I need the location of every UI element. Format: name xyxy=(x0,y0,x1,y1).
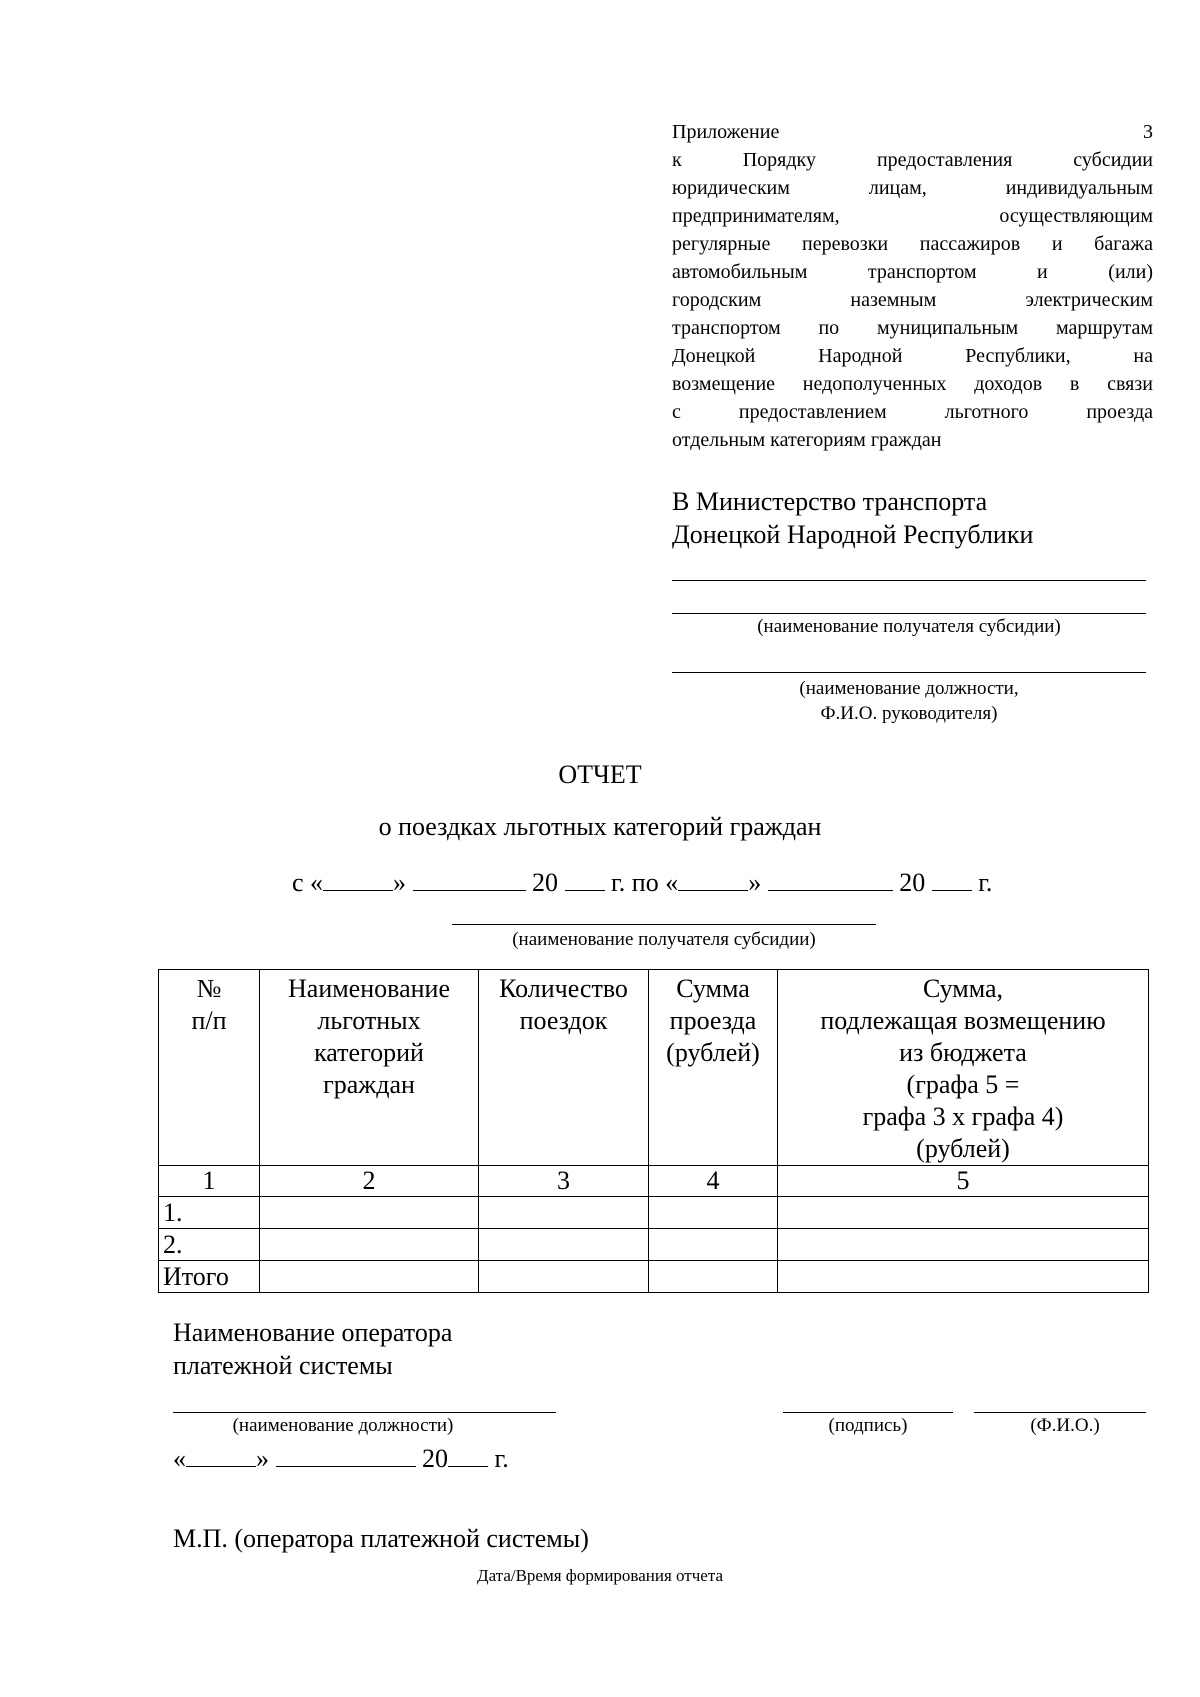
period-to-label: г. по « xyxy=(611,868,679,897)
annex-line: к Порядку предоставления субсидии xyxy=(672,149,1153,171)
quote-close: » xyxy=(748,868,762,897)
annex-line: юридическим лицам, индивидуальным xyxy=(672,177,1153,199)
annex-line: регулярные перевозки пассажиров и багажа xyxy=(672,233,1153,255)
date-close-quote: » xyxy=(256,1444,269,1473)
to-month-blank[interactable] xyxy=(768,866,893,891)
header-line: (рублей) xyxy=(666,1038,760,1067)
annex-line: автомобильным транспортом и (или) xyxy=(672,261,1153,283)
to-year-blank[interactable] xyxy=(932,866,972,891)
operator-position-caption: (наименование должности) xyxy=(232,1415,454,1436)
position-blank-line[interactable] xyxy=(672,672,1146,673)
quote-close: » xyxy=(393,868,407,897)
cell-category[interactable] xyxy=(260,1197,479,1229)
cell-trips[interactable] xyxy=(479,1229,649,1261)
total-row xyxy=(159,1261,1149,1293)
annex-line: городским наземным электрическим xyxy=(672,289,1153,311)
year-label: 20 xyxy=(532,868,559,897)
cell-reimbursement[interactable] xyxy=(778,1229,1149,1261)
header-line: № xyxy=(196,974,222,1003)
sign-date xyxy=(173,1442,509,1474)
header-line: проезда xyxy=(669,1006,757,1035)
annex-line: транспортом по муниципальным маршрутам xyxy=(672,317,1153,339)
cell-fare[interactable] xyxy=(649,1261,778,1293)
recipient-blank-line-1[interactable] xyxy=(672,580,1146,581)
row-label: 2. xyxy=(159,1229,260,1261)
cell-trips[interactable] xyxy=(479,1261,649,1293)
year-label: 20 xyxy=(899,868,926,897)
header-line: подлежащая возмещению xyxy=(820,1006,1106,1035)
addressee-line-2: Донецкой Народной Республики xyxy=(672,520,1034,549)
header-line: Сумма xyxy=(676,974,750,1003)
year-suffix: г. xyxy=(978,868,993,897)
stamp-label: М.П. (оператора платежной системы) xyxy=(173,1524,589,1553)
header-line: из бюджета xyxy=(899,1038,1027,1067)
cell-reimbursement[interactable] xyxy=(778,1197,1149,1229)
annex-line: Приложение 3 xyxy=(672,121,1153,143)
row-label-total: Итого xyxy=(159,1261,260,1293)
annex-header xyxy=(672,118,1153,454)
date-open-quote: « xyxy=(173,1444,186,1473)
sign-day-blank[interactable] xyxy=(186,1442,256,1467)
header-line: граждан xyxy=(323,1070,415,1099)
sign-year-label: 20 xyxy=(422,1444,448,1473)
report-recipient-caption: (наименование получателя субсидии) xyxy=(512,929,816,950)
annex-line: возмещение недополученных доходов в связи xyxy=(672,373,1153,395)
header-cell-number xyxy=(159,970,260,1166)
sign-year-blank[interactable] xyxy=(448,1442,488,1467)
table-header-row xyxy=(159,970,1149,1166)
header-line: льготных xyxy=(317,1006,421,1035)
column-number: 1 xyxy=(159,1166,260,1197)
to-day-blank[interactable] xyxy=(678,866,748,891)
column-number-row xyxy=(159,1166,1149,1197)
position-caption-2: Ф.И.О. руководителя) xyxy=(820,703,998,724)
column-number: 4 xyxy=(649,1166,778,1197)
header-line: категорий xyxy=(314,1038,424,1067)
operator-label-2: платежной системы xyxy=(173,1351,393,1380)
name-caption: (Ф.И.О.) xyxy=(1030,1415,1100,1436)
from-month-blank[interactable] xyxy=(413,866,526,891)
report-period xyxy=(292,866,992,898)
from-day-blank[interactable] xyxy=(323,866,393,891)
cell-reimbursement[interactable] xyxy=(778,1261,1149,1293)
header-line: графа 3 х графа 4) xyxy=(862,1102,1064,1131)
header-line: п/п xyxy=(191,1006,227,1035)
cell-category[interactable] xyxy=(260,1229,479,1261)
report-table xyxy=(158,969,1149,1293)
cell-category[interactable] xyxy=(260,1261,479,1293)
header-cell-fare xyxy=(649,970,778,1166)
header-line: (рублей) xyxy=(916,1134,1010,1163)
header-cell-category xyxy=(260,970,479,1166)
table-row xyxy=(159,1197,1149,1229)
column-number: 3 xyxy=(479,1166,649,1197)
sign-month-blank[interactable] xyxy=(276,1442,416,1467)
recipient-caption: (наименование получателя субсидии) xyxy=(757,616,1061,637)
operator-label-1: Наименование оператора xyxy=(173,1318,453,1347)
period-from-label: с « xyxy=(292,868,324,897)
column-number: 2 xyxy=(260,1166,479,1197)
header-cell-reimbursement xyxy=(778,970,1149,1166)
report-title: ОТЧЕТ xyxy=(558,760,642,789)
header-cell-trips xyxy=(479,970,649,1166)
signature-caption: (подпись) xyxy=(828,1415,908,1436)
position-caption-1: (наименование должности, xyxy=(799,678,1019,699)
header-line: (графа 5 = xyxy=(906,1070,1020,1099)
header-line: Сумма, xyxy=(922,974,1004,1003)
addressee-line-1: В Министерство транспорта xyxy=(672,487,988,516)
table-row xyxy=(159,1229,1149,1261)
from-year-blank[interactable] xyxy=(565,866,605,891)
header-line: поездок xyxy=(519,1006,608,1035)
cell-fare[interactable] xyxy=(649,1197,778,1229)
addressee xyxy=(672,485,1172,551)
header-line: Количество xyxy=(499,974,628,1003)
annex-line: с предоставлением льготного проезда xyxy=(672,401,1153,423)
sign-year-suffix: г. xyxy=(494,1444,509,1473)
column-number: 5 xyxy=(778,1166,1149,1197)
cell-fare[interactable] xyxy=(649,1229,778,1261)
header-line: Наименование xyxy=(288,974,450,1003)
report-subtitle: о поездках льготных категорий граждан xyxy=(378,812,822,841)
generated-at-label: Дата/Время формирования отчета xyxy=(476,1566,724,1585)
annex-line: отдельным категориям граждан xyxy=(672,429,942,451)
annex-line: предпринимателям, осуществляющим xyxy=(672,205,1153,227)
cell-trips[interactable] xyxy=(479,1197,649,1229)
report-recipient-blank[interactable] xyxy=(452,924,876,925)
annex-line: Донецкой Народной Республики, на xyxy=(672,345,1153,367)
row-label: 1. xyxy=(159,1197,260,1229)
